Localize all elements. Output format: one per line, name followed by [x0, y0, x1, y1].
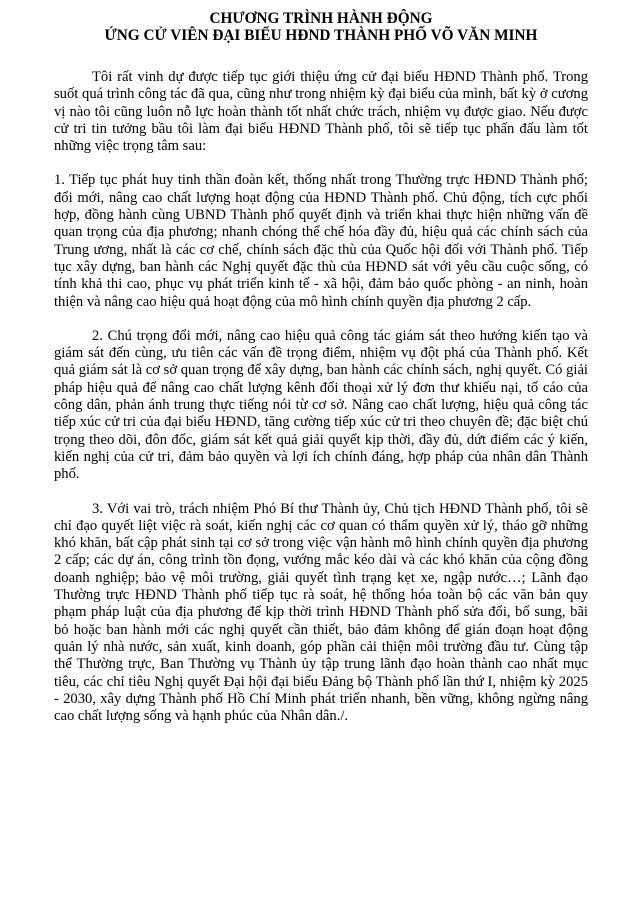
document-title-line-1: CHƯƠNG TRÌNH HÀNH ĐỘNG — [209, 10, 433, 27]
intro-paragraph: Tôi rất vinh dự được tiếp tục giới thiệu ứng cử đại biểu HĐND Thành phố. Trong suốt quá trình công tác đã qua, cũng như trong nhiệm kỳ đại biểu của mình, bất kỳ ở cương vị nào tôi cũng luôn nỗ lực hoàn thành tốt nhất chức trách, nhiệm vụ được giao. Nếu được cử tri tin tưởng bầu tôi làm đại biểu HĐND Thành phố, tôi sẽ tiếp tục phấn đấu làm tốt những việc trọng tâm sau: — [54, 69, 588, 155]
paragraph-gap — [54, 311, 588, 328]
paragraph-gap — [54, 484, 588, 501]
point-2-paragraph: 2. Chú trọng đổi mới, nâng cao hiệu quả công tác giám sát theo hướng kiến tạo và giám sát đến cùng, ưu tiên các vấn đề trọng điểm, nhiệm vụ đột phá của Thành phố. Kết quả giám sát là cơ sở quan trọng để xây dựng, ban hành các chính sách, nghị quyết. Có giải pháp hiệu quả để nâng cao chất lượng kênh đối thoại xử lý đơn thư khiếu nại, tố cáo của công dân, phản ánh trung thực tiếng nói từ cơ sở. Nâng cao chất lượng, hiệu quả công tác tiếp xúc cử tri của đại biểu HĐND, tăng cường tiếp xúc cử tri theo chuyên đề; đặc biệt chú trọng theo dõi, đôn đốc, giám sát kết quả giải quyết kịp thời, đầy đủ, dứt điểm các ý kiến, kiến nghị của cử tri, đảm bảo quyền và lợi ích chính đáng, hợp pháp của nhân dân Thành phố. — [54, 327, 588, 483]
point-1-paragraph: 1. Tiếp tục phát huy tinh thần đoàn kết, thống nhất trong Thường trực HĐND Thành phố; đổi mới, nâng cao chất lượng hoạt động của HĐND Thành phố. Chủ động, tích cực phối hợp, đồng hành cùng UBND Thành phố quyết định và triển khai thực hiện những vấn đề quan trọng của địa phương; nhanh chóng thể chế hóa đầy đủ, hiệu quả các chính sách của Trung ương, nhất là các cơ chế, chính sách đặc thù của Quốc hội đối với Thành phố. Tiếp tục xây dựng, ban hành các Nghị quyết đặc thù của HĐND sát với yêu cầu cuộc sống, có tính khả thi cao, phục vụ phát triển kinh tế - xã hội, đảm bảo quốc phòng - an ninh, hoàn thiện và nâng cao hiệu quả hoạt động của mô hình chính quyền địa phương 2 cấp. — [54, 172, 588, 310]
title-spacer — [54, 44, 588, 69]
document-page — [54, 10, 588, 725]
document-title-line-2: ỨNG CỬ VIÊN ĐẠI BIỂU HĐND THÀNH PHỐ VÕ VĂN MINH — [104, 27, 538, 44]
point-3-paragraph: 3. Với vai trò, trách nhiệm Phó Bí thư Thành ủy, Chủ tịch HĐND Thành phố, tôi sẽ chỉ đạo quyết liệt việc rà soát, kiến nghị các cơ quan có thẩm quyền xử lý, tháo gỡ những khó khăn, bất cập phát sinh tại cơ sở trong việc vận hành mô hình chính quyền địa phương 2 cấp; các dự án, công trình tồn đọng, vướng mắc kéo dài và các khó khăn của cộng đồng doanh nghiệp; bảo vệ môi trường, giải quyết tình trạng kẹt xe, ngập nước…; Lãnh đạo Thường trực HĐND Thành phố tiếp tục rà soát, hệ thống hóa toàn bộ các văn bản quy phạm pháp luật của địa phương để kịp thời trình HĐND Thành phố sửa đổi, bổ sung, bãi bỏ hoặc ban hành mới các nghị quyết cần thiết, bảo đảm không để gián đoạn hoạt động quản lý nhà nước, sản xuất, kinh doanh, góp phần cải thiện môi trường đầu tư. Cùng tập thể Thường trực, Ban Thường vụ Thành ủy tập trung lãnh đạo hoàn thành cao nhất mục tiêu, các chỉ tiêu Nghị quyết Đại hội đại biểu Đảng bộ Thành phố lần thứ I, nhiệm kỳ 2025 - 2030, xây dựng Thành phố Hồ Chí Minh phát triển nhanh, bền vững, không ngừng nâng cao chất lượng sống và hạnh phúc của Nhân dân./. — [54, 500, 588, 725]
paragraph-gap — [54, 155, 588, 172]
